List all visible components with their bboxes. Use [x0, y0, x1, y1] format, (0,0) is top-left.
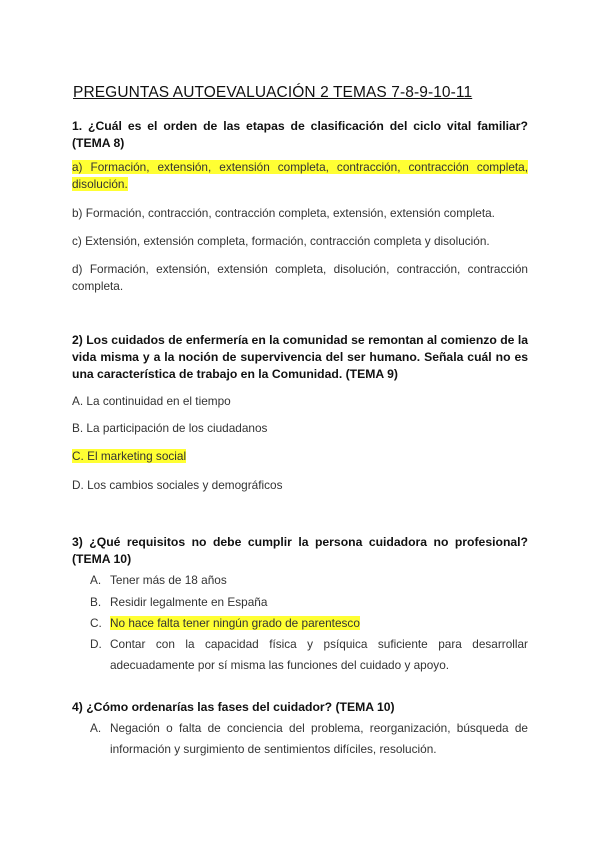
- q2-option-c: [72, 448, 528, 465]
- question-2: 2) Los cuidados de enfermería en la comunidad se remontan al comienzo de la vida misma y a la noción de supervivencia del ser humano. Señala cuál no es una característica de trabajo en la Comunidad. (TEMA 9): [72, 333, 528, 381]
- q4-option-a: [90, 718, 528, 760]
- q3-option-a-text: Tener más de 18 años: [110, 573, 227, 587]
- q3-option-d: [90, 634, 528, 676]
- q3-option-c-highlighted: No hace falta tener ningún grado de parentesco: [110, 616, 360, 630]
- q4-option-a-text: Negación o falta de conciencia del problema, reorganización, búsqueda de información y surgimiento de sentimientos difíciles, resolución.: [110, 721, 528, 756]
- question-3: 3) ¿Qué requisitos no debe cumplir la persona cuidadora no profesional? (TEMA 10): [72, 535, 528, 566]
- question-4: 4) ¿Cómo ordenarías las fases del cuidador? (TEMA 10): [72, 700, 395, 714]
- q1-option-a: [72, 159, 528, 193]
- page-title: PREGUNTAS AUTOEVALUACIÓN 2 TEMAS 7-8-9-10-11: [73, 84, 473, 101]
- q2-option-b: B. La participación de los ciudadanos: [72, 421, 268, 435]
- q3-option-b-marker: B.: [90, 595, 102, 609]
- q2-option-a: A. La continuidad en el tiempo: [72, 394, 231, 408]
- q2-option-d: D. Los cambios sociales y demográficos: [72, 478, 283, 492]
- q1-option-a-highlighted: a) Formación, extensión, extensión completa, contracción, contracción completa, disolución.: [72, 160, 528, 191]
- q2-option-c-highlighted: C. El marketing social: [72, 449, 187, 463]
- q4-option-a-marker: A.: [90, 721, 102, 735]
- q1-option-c: c) Extensión, extensión completa, formación, contracción completa y disolución.: [72, 234, 490, 248]
- q3-option-c-marker: C.: [90, 616, 102, 630]
- q3-option-d-text: Contar con la capacidad física y psíquica suficiente para desarrollar adecuadamente por sí misma las funciones del cuidado y apoyo.: [110, 637, 528, 672]
- q3-option-d-marker: D.: [90, 637, 102, 651]
- q3-option-a-marker: A.: [90, 573, 102, 587]
- q1-option-d: d) Formación, extensión, extensión completa, disolución, contracción, contracción completa.: [72, 262, 528, 293]
- q3-option-b-text: Residir legalmente en España: [110, 595, 268, 609]
- question-1: 1. ¿Cuál es el orden de las etapas de clasificación del ciclo vital familiar? (TEMA 8): [72, 119, 528, 150]
- q3-option-a: [90, 570, 528, 591]
- q3-option-b: [90, 592, 528, 613]
- q3-option-c: [90, 613, 528, 634]
- q1-option-b: b) Formación, contracción, contracción completa, extensión, extensión completa.: [72, 206, 495, 220]
